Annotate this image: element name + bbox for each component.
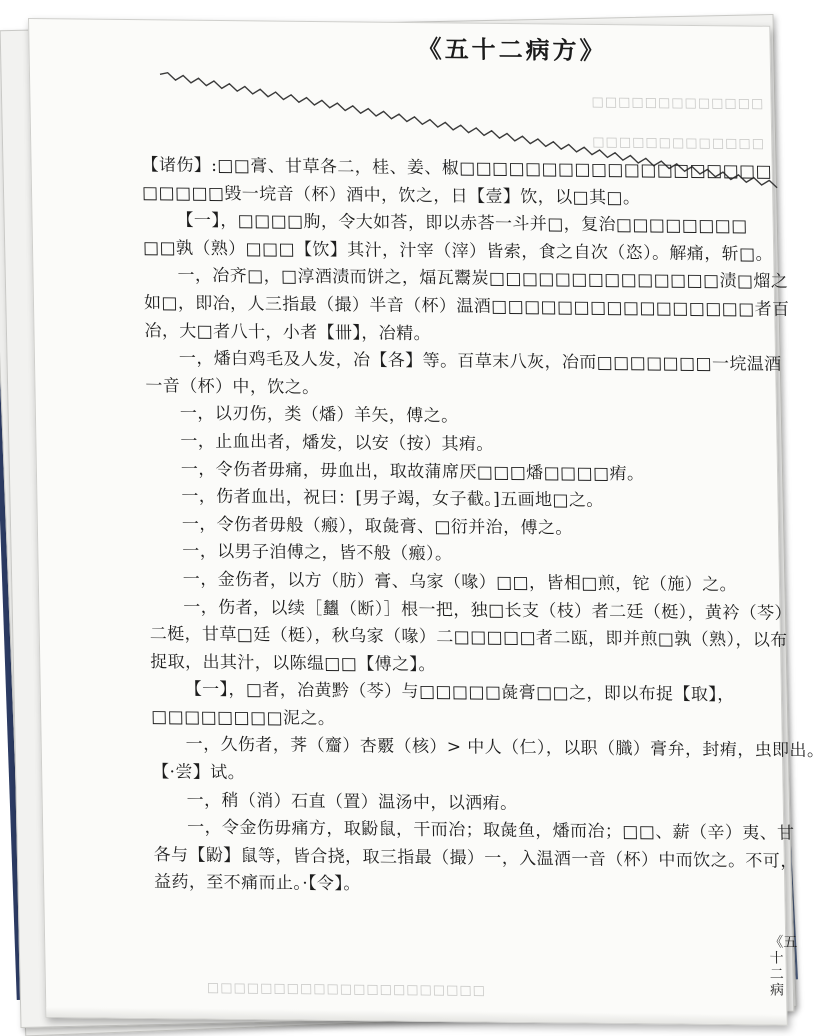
text-line: 一，久伤者，荠（齏）杏覈（核）> 中人（仁），以职（膱）膏弁，封痏，虫即出。 [185, 734, 825, 762]
text-line: □□□□□□□□泥之。 [151, 706, 336, 729]
text-line: 一，金伤者，以方（肪）膏、乌家（喙）□□，皆相□煎，铊（施）之。 [182, 569, 738, 596]
text-line: 益药，至不痛而止。·【令】。 [153, 872, 361, 895]
text-line: □□□□□毁一垸音（杯）酒中，饮之，日【壹】饮，以□其□。 [141, 182, 641, 208]
text-line: 各与【鼢】鼠等，皆合挠，取三指最（撮）一，入温酒一音（杯）中而饮之。不可， [153, 844, 798, 872]
book-page [28, 18, 825, 1026]
text-line: 【一】，□□□□朐，令大如荅，即以赤荅一斗并□，复治□□□□□□□□ [176, 210, 748, 237]
running-header-corner: 《五十二病 [769, 934, 798, 999]
text-line: 一，令伤者毋般（瘢），取彘膏、□衍并治，傅之。 [181, 514, 573, 539]
text-line: 捉取，出其汁，以陈缊□□【傅之】。 [150, 651, 436, 675]
page-title: 《五十二病方》 [417, 35, 607, 66]
text-line: 一，令伤者毋痛，毋血出，取故蒲席厌□□□燔□□□□痏。 [180, 458, 645, 484]
bleed-through-text: □□□□□□□□□□□□□ [591, 134, 765, 152]
text-line: 【一】，□者，冶黄黔（芩）与□□□□□彘膏□□之，即以布捉【取】， [184, 679, 735, 706]
text-line: 一，伤者，以续［蠿（断）］根一把，独□长支（枝）者二廷（梃），黄衿（芩） [183, 596, 793, 624]
text-line: 一音（杯）中，饮之。 [145, 375, 320, 398]
text-line: 一，令金伤毋痛方，取鼢鼠，干而冶；取彘鱼，燔而冶；□□、薪（辛）夷、甘 [186, 817, 795, 845]
text-line: 一，止血出者，燔发，以安（按）其痏。 [180, 431, 494, 455]
text-line: 一，冶齐□，□淳酒渍而饼之，煏瓦鬻炭□□□□□□□□□□□□□□渍□熘之 [177, 265, 789, 293]
text-line: 一，稍（消）石直（置）温汤中，以洒痏。 [186, 790, 518, 814]
text-line: 一，以男子洎傅之，皆不般（瘢）。 [182, 541, 453, 565]
text-line: 如□，即冶，人三指最（撮）半音（杯）温酒□□□□□□□□□□□□□□□□者百 [143, 293, 790, 320]
text-line: 【诸伤】:□□膏、甘草各二，桂、姜、椒□□□□□□□□□□□□□□□□□□□ [141, 155, 773, 182]
bleed-through-text: □□□□□□□□□□□□□□□□□□□□□ [205, 980, 486, 999]
bleed-through-text: □□□□□□□□□□□□□ [590, 94, 764, 112]
text-line: 一，伤者血出，祝曰：[男子竭，女子截。]五画地□之。 [181, 486, 604, 511]
text-line: 冶，大□者八十，小者【卌】，冶精。 [144, 320, 432, 344]
text-line: 【·尝】试。 [152, 762, 246, 784]
text-line: 二梃，甘草□廷（梃），秋乌家（喙）二□□□□□者二瓯，即并煎□孰（熟），以布 [149, 624, 788, 651]
text-line: □□孰（熟）□□□【饮】其汁，汁宰（滓）皆索，食之自次（恣）。解痛，斩□。 [142, 237, 774, 265]
text-body [141, 152, 825, 903]
text-line: 一，燔白鸡毛及人发，冶【各】等。百草末八灰，冶而□□□□□□□一垸温酒 [178, 348, 782, 375]
text-line: 一，以刃伤，类（燔）羊矢，傅之。 [179, 403, 459, 427]
